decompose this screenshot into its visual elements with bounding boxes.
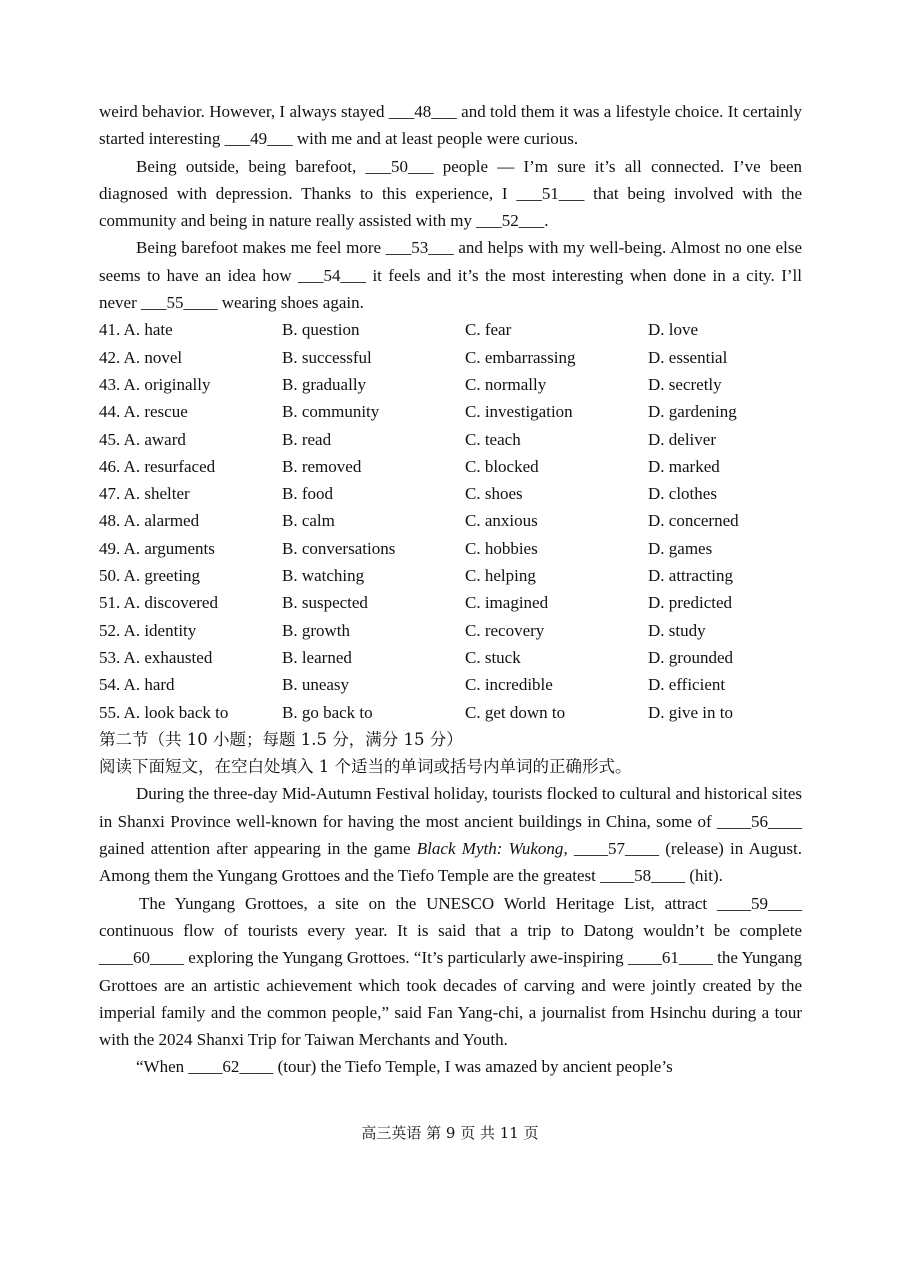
option-item: 49. A. arguments <box>99 538 215 558</box>
option-item: B. suspected <box>282 593 368 613</box>
option-item: B. community <box>282 402 380 422</box>
option-row <box>99 480 802 507</box>
option-item: 46. A. resurfaced <box>99 456 216 476</box>
option-item: C. hobbies <box>465 538 538 558</box>
option-item: 47. A. shelter <box>99 484 190 504</box>
option-item: B. read <box>282 429 332 449</box>
option-item: D. love <box>648 320 699 340</box>
option-item: 53. A. exhausted <box>99 647 213 667</box>
option-row <box>99 699 802 726</box>
option-item: C. investigation <box>465 402 573 422</box>
option-item: B. learned <box>282 647 352 667</box>
option-item: C. helping <box>465 566 536 586</box>
option-row <box>99 671 802 698</box>
option-item: C. normally <box>465 374 547 394</box>
page-footer <box>0 1122 900 1143</box>
passage-paragraph: “When ____62____ (tour) the Tiefo Temple, I was amazed by ancient people’s <box>136 1057 673 1077</box>
option-item: B. watching <box>282 566 365 586</box>
option-item: C. blocked <box>465 456 539 476</box>
option-row <box>99 453 802 480</box>
option-item: 41. A. hate <box>99 320 173 340</box>
option-item: D. study <box>648 620 706 640</box>
passage-paragraph: weird behavior. However, I always stayed ___48___ and told them it was a lifestyle choice. It certainly started interesting ___49___ with me and at least people were curious. <box>99 102 802 149</box>
option-item: B. question <box>282 320 360 340</box>
option-item: C. stuck <box>465 647 521 667</box>
option-item: 55. A. look back to <box>99 702 229 722</box>
option-row <box>99 589 802 616</box>
option-item: 43. A. originally <box>99 374 211 394</box>
option-item: 54. A. hard <box>99 675 175 695</box>
option-item: C. embarrassing <box>465 347 576 367</box>
option-item: 52. A. identity <box>99 620 197 640</box>
option-item: 50. A. greeting <box>99 566 201 586</box>
option-item: D. attracting <box>648 566 733 586</box>
passage-paragraph: Being barefoot makes me feel more ___53___ and helps with my well-being. Almost no one else seems to have an idea how ___54___ it feels and it’s the most interesting when done in a city. I’ll never ___55____ wearing shoes again. <box>99 238 802 313</box>
page-number: 高三英语 第 9 页 共 11 页 <box>361 1124 539 1142</box>
option-item: 48. A. alarmed <box>99 511 200 531</box>
game-title: Black Myth: Wukong <box>416 839 564 859</box>
option-item: B. conversations <box>282 538 396 558</box>
passage-text: , ____57____ (release) in August. Among them the Yungang Grottoes and the Tiefo Temple are the greatest ____58____ (hit). <box>99 839 803 886</box>
option-row <box>99 562 802 589</box>
option-item: C. teach <box>465 429 521 449</box>
option-item: C. fear <box>465 320 512 340</box>
option-item: B. uneasy <box>282 675 350 695</box>
section-heading: 第二节（共 10 小题；每题 1.5 分，满分 15 分） <box>99 729 463 749</box>
option-item: C. get down to <box>465 702 566 722</box>
option-item: 44. A. rescue <box>99 402 188 422</box>
option-item: D. grounded <box>648 647 733 667</box>
option-item: D. deliver <box>648 429 716 449</box>
option-row <box>99 535 802 562</box>
option-item: B. go back to <box>282 702 373 722</box>
option-row <box>99 371 802 398</box>
option-item: D. essential <box>648 347 728 367</box>
option-item: D. games <box>648 538 713 558</box>
option-item: 42. A. novel <box>99 347 183 367</box>
option-item: B. calm <box>282 511 335 531</box>
option-item: C. imagined <box>465 593 549 613</box>
option-row <box>99 398 802 425</box>
option-item: D. clothes <box>648 484 717 504</box>
section-instruction: 阅读下面短文，在空白处填入 1 个适当的单词或括号内单词的正确形式。 <box>99 757 632 777</box>
option-item: D. predicted <box>648 593 733 613</box>
exam-page <box>99 98 802 1081</box>
option-item: B. growth <box>282 620 350 640</box>
option-item: C. anxious <box>465 511 538 531</box>
passage-paragraph <box>99 780 802 889</box>
option-item: B. successful <box>282 347 372 367</box>
option-item: D. marked <box>648 456 720 476</box>
option-row <box>99 344 802 371</box>
option-row <box>99 426 802 453</box>
answer-options <box>99 316 802 725</box>
passage-text: During the three-day Mid-Autumn Festival holiday, tourists flocked to cultural and historical sites in Shanxi Province well-known for having the most ancient buildings in China, some of ____56____ gained attention after appearing in the game <box>99 784 803 859</box>
option-row <box>99 316 802 343</box>
option-item: D. concerned <box>648 511 739 531</box>
option-item: D. gardening <box>648 402 737 422</box>
option-row <box>99 617 802 644</box>
option-item: C. recovery <box>465 620 545 640</box>
option-item: C. incredible <box>465 675 553 695</box>
option-row <box>99 507 802 534</box>
option-item: B. gradually <box>282 374 367 394</box>
passage-paragraph: The Yungang Grottoes, a site on the UNESCO World Heritage List, attract ____59____ continuous flow of tourists every year. It is said that a trip to Datong wouldn’t be complete ____60____ exploring the Yungang Grottoes. “It’s particularly awe-inspiring ____61____ the Yungang Grottoes are an artistic achievement which took decades of carving and were jointly created by the imperial family and the common people,” said Fan Yang-chi, a journalist from Hsinchu during a tour with the 2024 Shanxi Trip for Taiwan Merchants and Youth. <box>99 893 802 1050</box>
passage-paragraph: Being outside, being barefoot, ___50___ people — I’m sure it’s all connected. I’ve been diagnosed with depression. Thanks to this experience, I ___51___ that being involved with the community and being in nature really assisted with my ___52___. <box>99 156 802 231</box>
option-item: 51. A. discovered <box>99 593 218 613</box>
option-item: 45. A. award <box>99 429 186 449</box>
option-item: D. secretly <box>648 374 722 394</box>
option-item: D. give in to <box>648 702 733 722</box>
option-row <box>99 644 802 671</box>
option-item: B. food <box>282 484 333 504</box>
option-item: C. shoes <box>465 484 523 504</box>
option-item: B. removed <box>282 456 362 476</box>
option-item: D. efficient <box>648 675 726 695</box>
